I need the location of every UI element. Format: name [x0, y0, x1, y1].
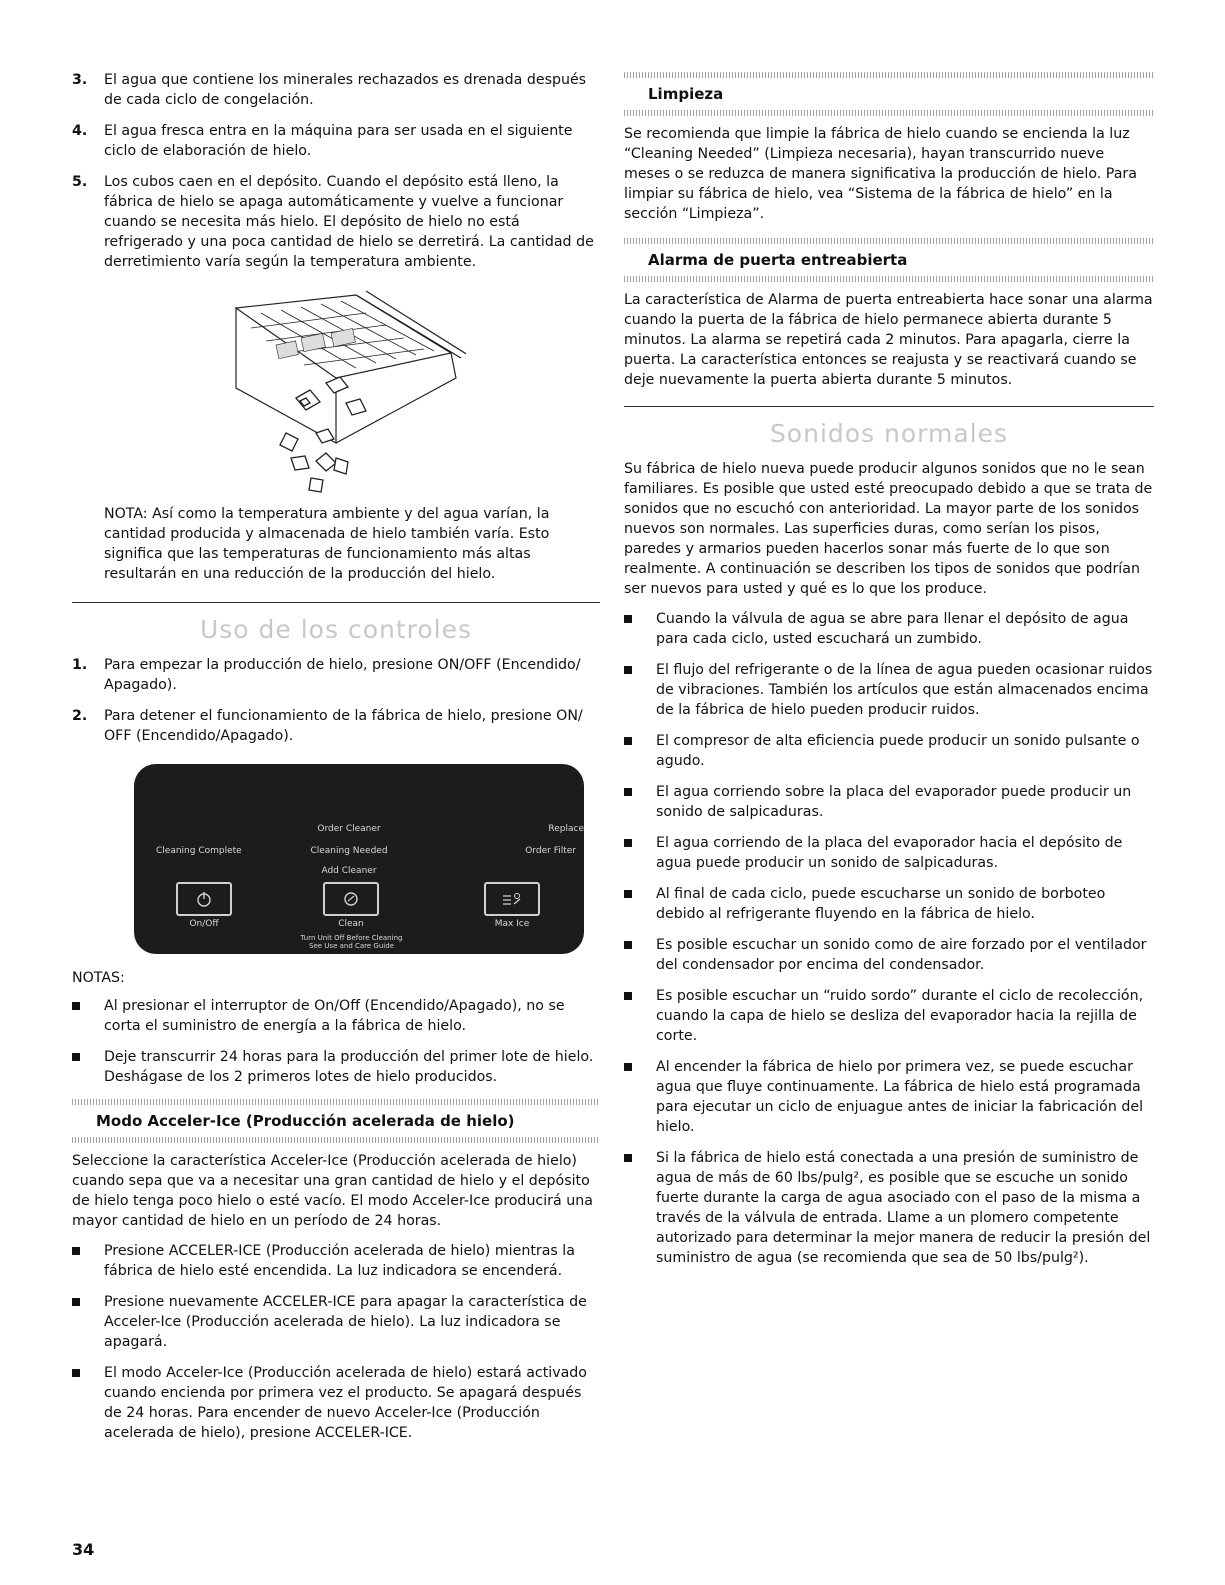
- accel-ice-heading: Modo Acceler-Ice (Producción acelerada de hielo): [96, 1112, 515, 1130]
- list-item: Cuando la válvula de agua se abre para llenar el depósito de agua para cada ciclo, usted escuchará un zumbido.: [624, 609, 1154, 649]
- alarma-heading: Alarma de puerta entreabierta: [648, 251, 908, 269]
- process-steps: [72, 70, 600, 272]
- accel-ice-list: [72, 1241, 600, 1443]
- list-item: Al encender la fábrica de hielo por primera vez, se puede escuchar agua que fluye continuamente. La fábrica de hielo está programada para ejecutar un ciclo de enjuague antes de iniciar la fabricación del hielo.: [624, 1057, 1154, 1137]
- power-icon: [195, 890, 213, 908]
- sonidos-section-title: Sonidos normales: [769, 419, 1009, 448]
- hatch-divider: [624, 238, 1154, 244]
- max-ice-button[interactable]: [484, 882, 540, 916]
- hatch-divider: [72, 1137, 600, 1143]
- max-ice-icon: [501, 890, 523, 908]
- on-off-button[interactable]: [176, 882, 232, 916]
- cleaning-needed-label: Cleaning Needed: [310, 846, 388, 856]
- list-item: 2. Para detener el funcionamiento de la fábrica de hielo, presione ON/ OFF (Encendido/Apagado).: [72, 708, 583, 744]
- list-item: 1. Para empezar la producción de hielo, presione ON/OFF (Encendido/ Apagado).: [72, 657, 581, 693]
- ice-cubes-illustration: [206, 283, 466, 498]
- hatch-divider: [624, 110, 1154, 116]
- list-item: Presione nuevamente ACCELER-ICE para apagar la característica de Acceler-Ice (Producción acelerada de hielo). La luz indicadora se apagará.: [72, 1292, 600, 1352]
- notas-list: [72, 996, 600, 1087]
- sonidos-list: [624, 609, 1154, 1268]
- list-item: Presione ACCELER-ICE (Producción acelerada de hielo) mientras la fábrica de hielo esté encendida. La luz indicadora se encenderá.: [72, 1241, 600, 1281]
- limpieza-heading: Limpieza: [648, 85, 724, 103]
- list-item: El flujo del refrigerante o de la línea de agua pueden ocasionar ruidos de vibraciones. También los artículos que están almacenados encima de la fábrica de hielo pueden producir ruidos.: [624, 660, 1154, 720]
- left-column: [72, 70, 600, 1454]
- page-number: 34: [72, 1540, 95, 1559]
- list-item: El compresor de alta eficiencia puede producir un sonido pulsante o agudo.: [624, 731, 1154, 771]
- notas-label: NOTAS:: [72, 970, 125, 986]
- limpieza-text: Se recomienda que limpie la fábrica de hielo cuando se encienda la luz “Cleaning Needed” (Limpieza necesaria), hayan transcurrido nueve meses o se reduzca de manera significativa la producción de hielo. Para limpiar su fábrica de hielo, vea “Sistema de la fábrica de hielo” en la sección “Limpieza”.: [624, 126, 1137, 222]
- list-item: 3. El agua que contiene los minerales rechazados es drenada después de cada ciclo de congelación.: [72, 72, 587, 108]
- add-cleaner-label: Add Cleaner: [321, 866, 377, 876]
- list-item: El modo Acceler-Ice (Producción acelerada de hielo) estará activado cuando encienda por primera vez el producto. Se apagará después de 24 horas. Para encender de nuevo Acceler-Ice (Producción acelerada de hielo), presione ACCELER-ICE.: [72, 1363, 600, 1443]
- controls-section-title: Uso de los controles: [199, 615, 473, 644]
- clean-icon: [342, 890, 360, 908]
- replace-label: Replace: [548, 824, 584, 834]
- list-item: Al presionar el interruptor de On/Off (Encendido/Apagado), no se corta el suministro de energía a la fábrica de hielo.: [72, 996, 600, 1036]
- accel-ice-intro: Seleccione la característica Acceler-Ice (Producción acelerada de hielo) cuando sepa que va a necesitar una gran cantidad de hielo y el depósito de hielo tenga poco hielo o esté vacío. El modo Acceler-Ice producirá una mayor cantidad de hielo en un período de 24 horas.: [72, 1153, 593, 1229]
- max-ice-label: Max Ice: [494, 919, 530, 929]
- list-item: 4. El agua fresca entra en la máquina para ser usada en el siguiente ciclo de elaboración de hielo.: [72, 123, 573, 159]
- divider: [624, 406, 1154, 407]
- cleaning-complete-label: Cleaning Complete: [156, 846, 242, 856]
- list-item: Es posible escuchar un “ruido sordo” durante el ciclo de recolección, cuando la capa de hielo se desliza del evaporador hacia la rejilla de corte.: [624, 986, 1154, 1046]
- order-cleaner-label: Order Cleaner: [317, 824, 381, 834]
- clean-button[interactable]: [323, 882, 379, 916]
- nota-paragraph: NOTA: Así como la temperatura ambiente y del agua varían, la cantidad producida y almacenada de hielo también varía. Esto significa que las temperaturas de funcionamiento más altas resultarán en una reducción de la producción del hielo.: [104, 506, 550, 582]
- on-off-label: On/Off: [189, 919, 219, 929]
- control-panel: [134, 764, 584, 954]
- turn-unit-off-label: Turn Unit Off Before Cleaning: [300, 934, 403, 942]
- see-use-label: See Use and Care Guide: [309, 942, 394, 950]
- list-item: Deje transcurrir 24 horas para la producción del primer lote de hielo. Deshágase de los 2 primeros lotes de hielo producidos.: [72, 1047, 600, 1087]
- hatch-divider: [72, 1099, 600, 1105]
- sonidos-intro: Su fábrica de hielo nueva puede producir algunos sonidos que no le sean familiares. Es posible que usted esté preocupado debido a que se trata de sonidos que no escuchó con anterioridad. La mayor parte de los sonidos nuevos son normales. Las superficies duras, como serían los pisos, paredes y armarios pueden hacerlos sonar más fuerte de lo que son realmente. A continuación se describen los tipos de sonidos que podrían ser nuevos para usted y qué es lo que los produce.: [624, 461, 1153, 597]
- order-filter-label: Order Filter: [525, 846, 576, 856]
- right-column: [624, 72, 1154, 1279]
- alarma-text: La característica de Alarma de puerta entreabierta hace sonar una alarma cuando la puerta de la fábrica de hielo permanece abierta durante 5 minutos. La alarma se repetirá cada 2 minutos. Para apagarla, cierre la puerta. La característica entonces se reajusta y se reactivará cuando se deje nuevamente la puerta abierta durante 5 minutos.: [624, 292, 1153, 388]
- list-item: Es posible escuchar un sonido como de aire forzado por el ventilador del condensador por encima del condensador.: [624, 935, 1154, 975]
- list-item: Al final de cada ciclo, puede escucharse un sonido de borboteo debido al refrigerante fluyendo en la fábrica de hielo.: [624, 884, 1154, 924]
- control-steps: [72, 655, 600, 746]
- list-item: 5. Los cubos caen en el depósito. Cuando el depósito está lleno, la fábrica de hielo se apaga automáticamente y vuelve a funcionar cuando se necesita más hielo. El depósito de hielo no está refrigerado y una poca cantidad de hielo se derretirá. La cantidad de derretimiento varía según la temperatura ambiente.: [72, 174, 594, 270]
- hatch-divider: [624, 276, 1154, 282]
- list-item: El agua corriendo sobre la placa del evaporador puede producir un sonido de salpicaduras.: [624, 782, 1154, 822]
- clean-label: Clean: [338, 919, 364, 929]
- divider: [72, 602, 600, 603]
- hatch-divider: [624, 72, 1154, 78]
- list-item: Si la fábrica de hielo está conectada a una presión de suministro de agua de más de 60 lbs/pulg², es posible que se escuche un sonido fuerte durante la carga de agua asociado con el paso de la misma a través de la válvula de entrada. Llame a un plomero competente autorizado para determinar la mejor manera de reducir la presión del suministro de agua (se recomienda que sea de 50 lbs/pulg²).: [624, 1148, 1154, 1268]
- list-item: El agua corriendo de la placa del evaporador hacia el depósito de agua puede producir un sonido de salpicaduras.: [624, 833, 1154, 873]
